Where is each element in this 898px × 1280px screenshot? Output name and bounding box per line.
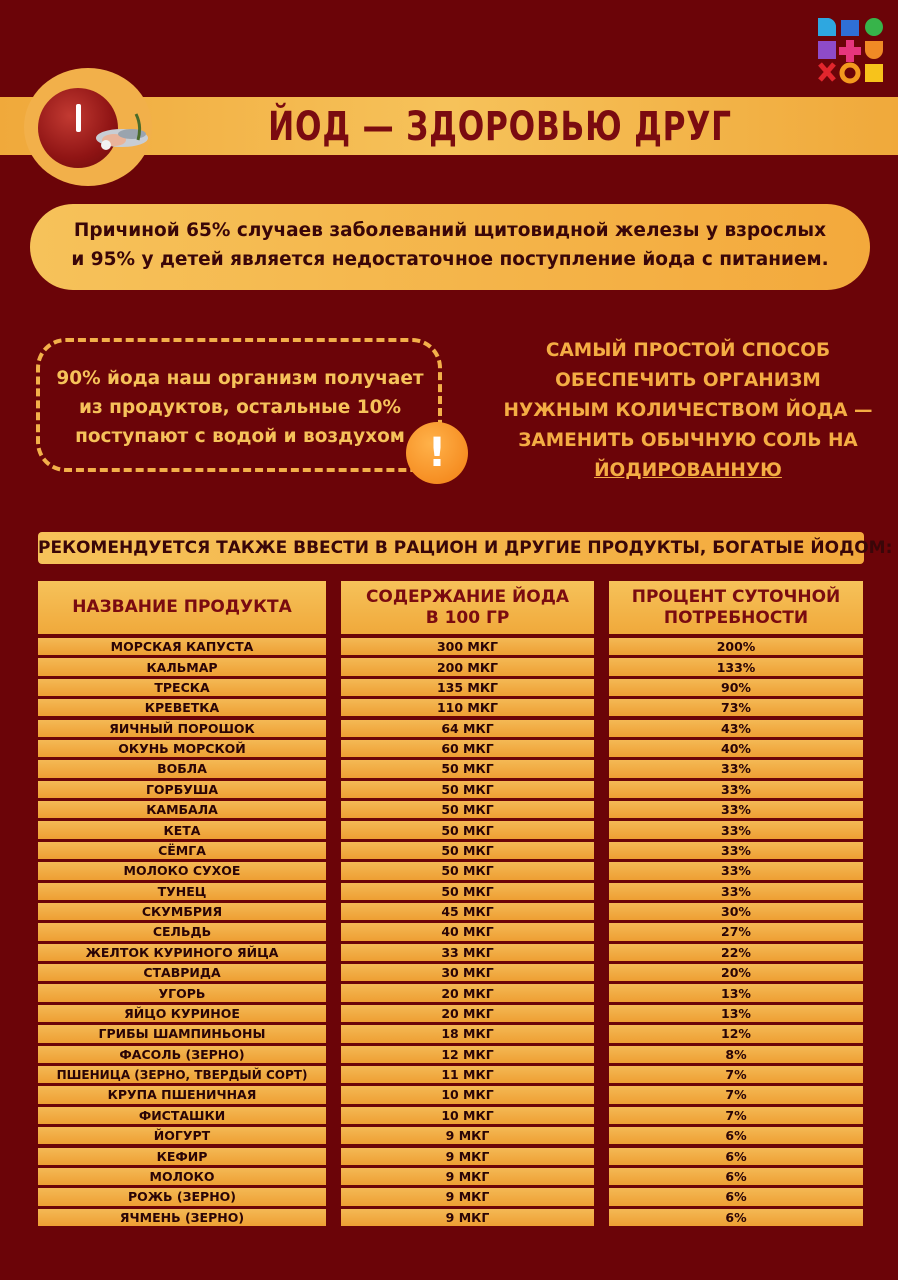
table-cell: 9 МКГ <box>341 1168 594 1185</box>
table-cell: ГРИБЫ ШАМПИНЬОНЫ <box>38 1025 326 1042</box>
table-cell: КРЕВЕТКА <box>38 699 326 716</box>
table-cell: 20 МКГ <box>341 984 594 1001</box>
table-cell: ЯЙЦО КУРИНОЕ <box>38 1005 326 1022</box>
table-cell: 50 МКГ <box>341 883 594 900</box>
table-cell: ПШЕНИЦА (ЗЕРНО, ТВЕРДЫЙ СОРТ) <box>38 1066 326 1083</box>
table-cell: СЕЛЬДЬ <box>38 923 326 940</box>
table-cell: 135 МКГ <box>341 679 594 696</box>
table-cell: РОЖЬ (ЗЕРНО) <box>38 1188 326 1205</box>
table-cell: МОРСКАЯ КАПУСТА <box>38 638 326 655</box>
table-cell: 6% <box>609 1127 863 1144</box>
table-cell: 13% <box>609 984 863 1001</box>
table-cell: МОЛОКО СУХОЕ <box>38 862 326 879</box>
table-cell: 73% <box>609 699 863 716</box>
table-cell: 7% <box>609 1107 863 1124</box>
table-cell: 50 МКГ <box>341 760 594 777</box>
table-cell: ОКУНЬ МОРСКОЙ <box>38 740 326 757</box>
table-cell: ФИСТАШКИ <box>38 1107 326 1124</box>
table-cell: 11 МКГ <box>341 1066 594 1083</box>
table-cell: 10 МКГ <box>341 1086 594 1103</box>
callout-line: САМЫЙ ПРОСТОЙ СПОСОБ <box>545 340 831 361</box>
table-cell: 10 МКГ <box>341 1107 594 1124</box>
intro-line: Причиной 65% случаев заболеваний щитовидной железы у взрослых <box>73 220 827 241</box>
table-cell: ЙОГУРТ <box>38 1127 326 1144</box>
table-cell: 60 МКГ <box>341 740 594 757</box>
table-cell: СТАВРИДА <box>38 964 326 981</box>
table-cell: 90% <box>609 679 863 696</box>
info-line: 90% йода наш организм получает <box>56 368 424 389</box>
table-cell: 13% <box>609 1005 863 1022</box>
table-cell: 110 МКГ <box>341 699 594 716</box>
table-cell: 50 МКГ <box>341 781 594 798</box>
subheading: РЕКОМЕНДУЕТСЯ ТАКЖЕ ВВЕСТИ В РАЦИОН И ДРУГИЕ ПРОДУКТЫ, БОГАТЫЕ ЙОДОМ: <box>38 538 893 558</box>
table-cell: 33% <box>609 883 863 900</box>
table-cell: 33% <box>609 862 863 879</box>
table-cell: 40 МКГ <box>341 923 594 940</box>
callout-line: ОБЕСПЕЧИТЬ ОРГАНИЗМ <box>555 370 821 391</box>
table-cell: 9 МКГ <box>341 1188 594 1205</box>
table-cell: УГОРЬ <box>38 984 326 1001</box>
page-title: ЙОД — ЗДОРОВЬЮ ДРУГ <box>268 104 732 150</box>
table-cell: СКУМБРИЯ <box>38 903 326 920</box>
callout-highlight: ЙОДИРОВАННУЮ <box>594 460 782 481</box>
table-cell: 22% <box>609 944 863 961</box>
table-cell: ЯЧМЕНЬ (ЗЕРНО) <box>38 1209 326 1226</box>
table-cell: 133% <box>609 658 863 675</box>
table-cell: 33% <box>609 842 863 859</box>
table-cell: 9 МКГ <box>341 1127 594 1144</box>
table-cell: 6% <box>609 1168 863 1185</box>
table-cell: 33 МКГ <box>341 944 594 961</box>
table-cell: ЯИЧНЫЙ ПОРОШОК <box>38 720 326 737</box>
table-cell: МОЛОКО <box>38 1168 326 1185</box>
table-cell: 20 МКГ <box>341 1005 594 1022</box>
table-cell: 7% <box>609 1086 863 1103</box>
table-cell: ГОРБУША <box>38 781 326 798</box>
exclamation-icon: ! <box>406 422 468 484</box>
brand-logo-icon <box>816 16 886 84</box>
table-cell: 8% <box>609 1046 863 1063</box>
table-cell: 200 МКГ <box>341 658 594 675</box>
table-cell: 33% <box>609 781 863 798</box>
info-line: из продуктов, остальные 10% <box>79 397 401 418</box>
table-cell: ТРЕСКА <box>38 679 326 696</box>
iodine-symbol-icon <box>76 104 81 132</box>
table-cell: 6% <box>609 1209 863 1226</box>
table-cell: СЁМГА <box>38 842 326 859</box>
table-cell: 43% <box>609 720 863 737</box>
table-cell: 50 МКГ <box>341 842 594 859</box>
table-cell: 50 МКГ <box>341 862 594 879</box>
info-box-text <box>50 364 430 451</box>
table-cell: 64 МКГ <box>341 720 594 737</box>
table-cell: КАЛЬМАР <box>38 658 326 675</box>
table-cell: 6% <box>609 1148 863 1165</box>
table-header-cell: СОДЕРЖАНИЕ ЙОДА В 100 ГР <box>341 581 594 634</box>
table-cell: 33% <box>609 801 863 818</box>
table-cell: 12 МКГ <box>341 1046 594 1063</box>
table-cell: ТУНЕЦ <box>38 883 326 900</box>
callout-line: НУЖНЫМ КОЛИЧЕСТВОМ ЙОДА — <box>503 400 873 421</box>
seafood-icon <box>92 112 154 152</box>
table-cell: 50 МКГ <box>341 821 594 838</box>
table-header-cell: ПРОЦЕНТ СУТОЧНОЙ ПОТРЕБНОСТИ <box>609 581 863 634</box>
table-cell: 6% <box>609 1188 863 1205</box>
table-cell: 30 МКГ <box>341 964 594 981</box>
table-cell: 30% <box>609 903 863 920</box>
intro-line: и 95% у детей является недостаточное поступление йода с питанием. <box>71 249 829 270</box>
table-cell: КЕТА <box>38 821 326 838</box>
table-cell: 45 МКГ <box>341 903 594 920</box>
table-cell: 33% <box>609 821 863 838</box>
callout-line: ЗАМЕНИТЬ ОБЫЧНУЮ СОЛЬ НА <box>518 430 858 451</box>
table-cell: 12% <box>609 1025 863 1042</box>
table-cell: ЖЕЛТОК КУРИНОГО ЯЙЦА <box>38 944 326 961</box>
table-cell: 7% <box>609 1066 863 1083</box>
info-line: поступают с водой и воздухом <box>75 426 405 447</box>
table-cell: КАМБАЛА <box>38 801 326 818</box>
intro-text <box>30 216 870 274</box>
table-cell: 20% <box>609 964 863 981</box>
salt-callout <box>488 336 888 486</box>
table-cell: КРУПА ПШЕНИЧНАЯ <box>38 1086 326 1103</box>
table-cell: 33% <box>609 760 863 777</box>
table-cell: ФАСОЛЬ (ЗЕРНО) <box>38 1046 326 1063</box>
table-cell: 50 МКГ <box>341 801 594 818</box>
table-cell: 27% <box>609 923 863 940</box>
table-cell: 200% <box>609 638 863 655</box>
table-cell: КЕФИР <box>38 1148 326 1165</box>
table-cell: 300 МКГ <box>341 638 594 655</box>
table-header-cell: НАЗВАНИЕ ПРОДУКТА <box>38 581 326 634</box>
table-cell: 40% <box>609 740 863 757</box>
table-cell: 18 МКГ <box>341 1025 594 1042</box>
table-cell: 9 МКГ <box>341 1148 594 1165</box>
table-cell: ВОБЛА <box>38 760 326 777</box>
table-cell: 9 МКГ <box>341 1209 594 1226</box>
